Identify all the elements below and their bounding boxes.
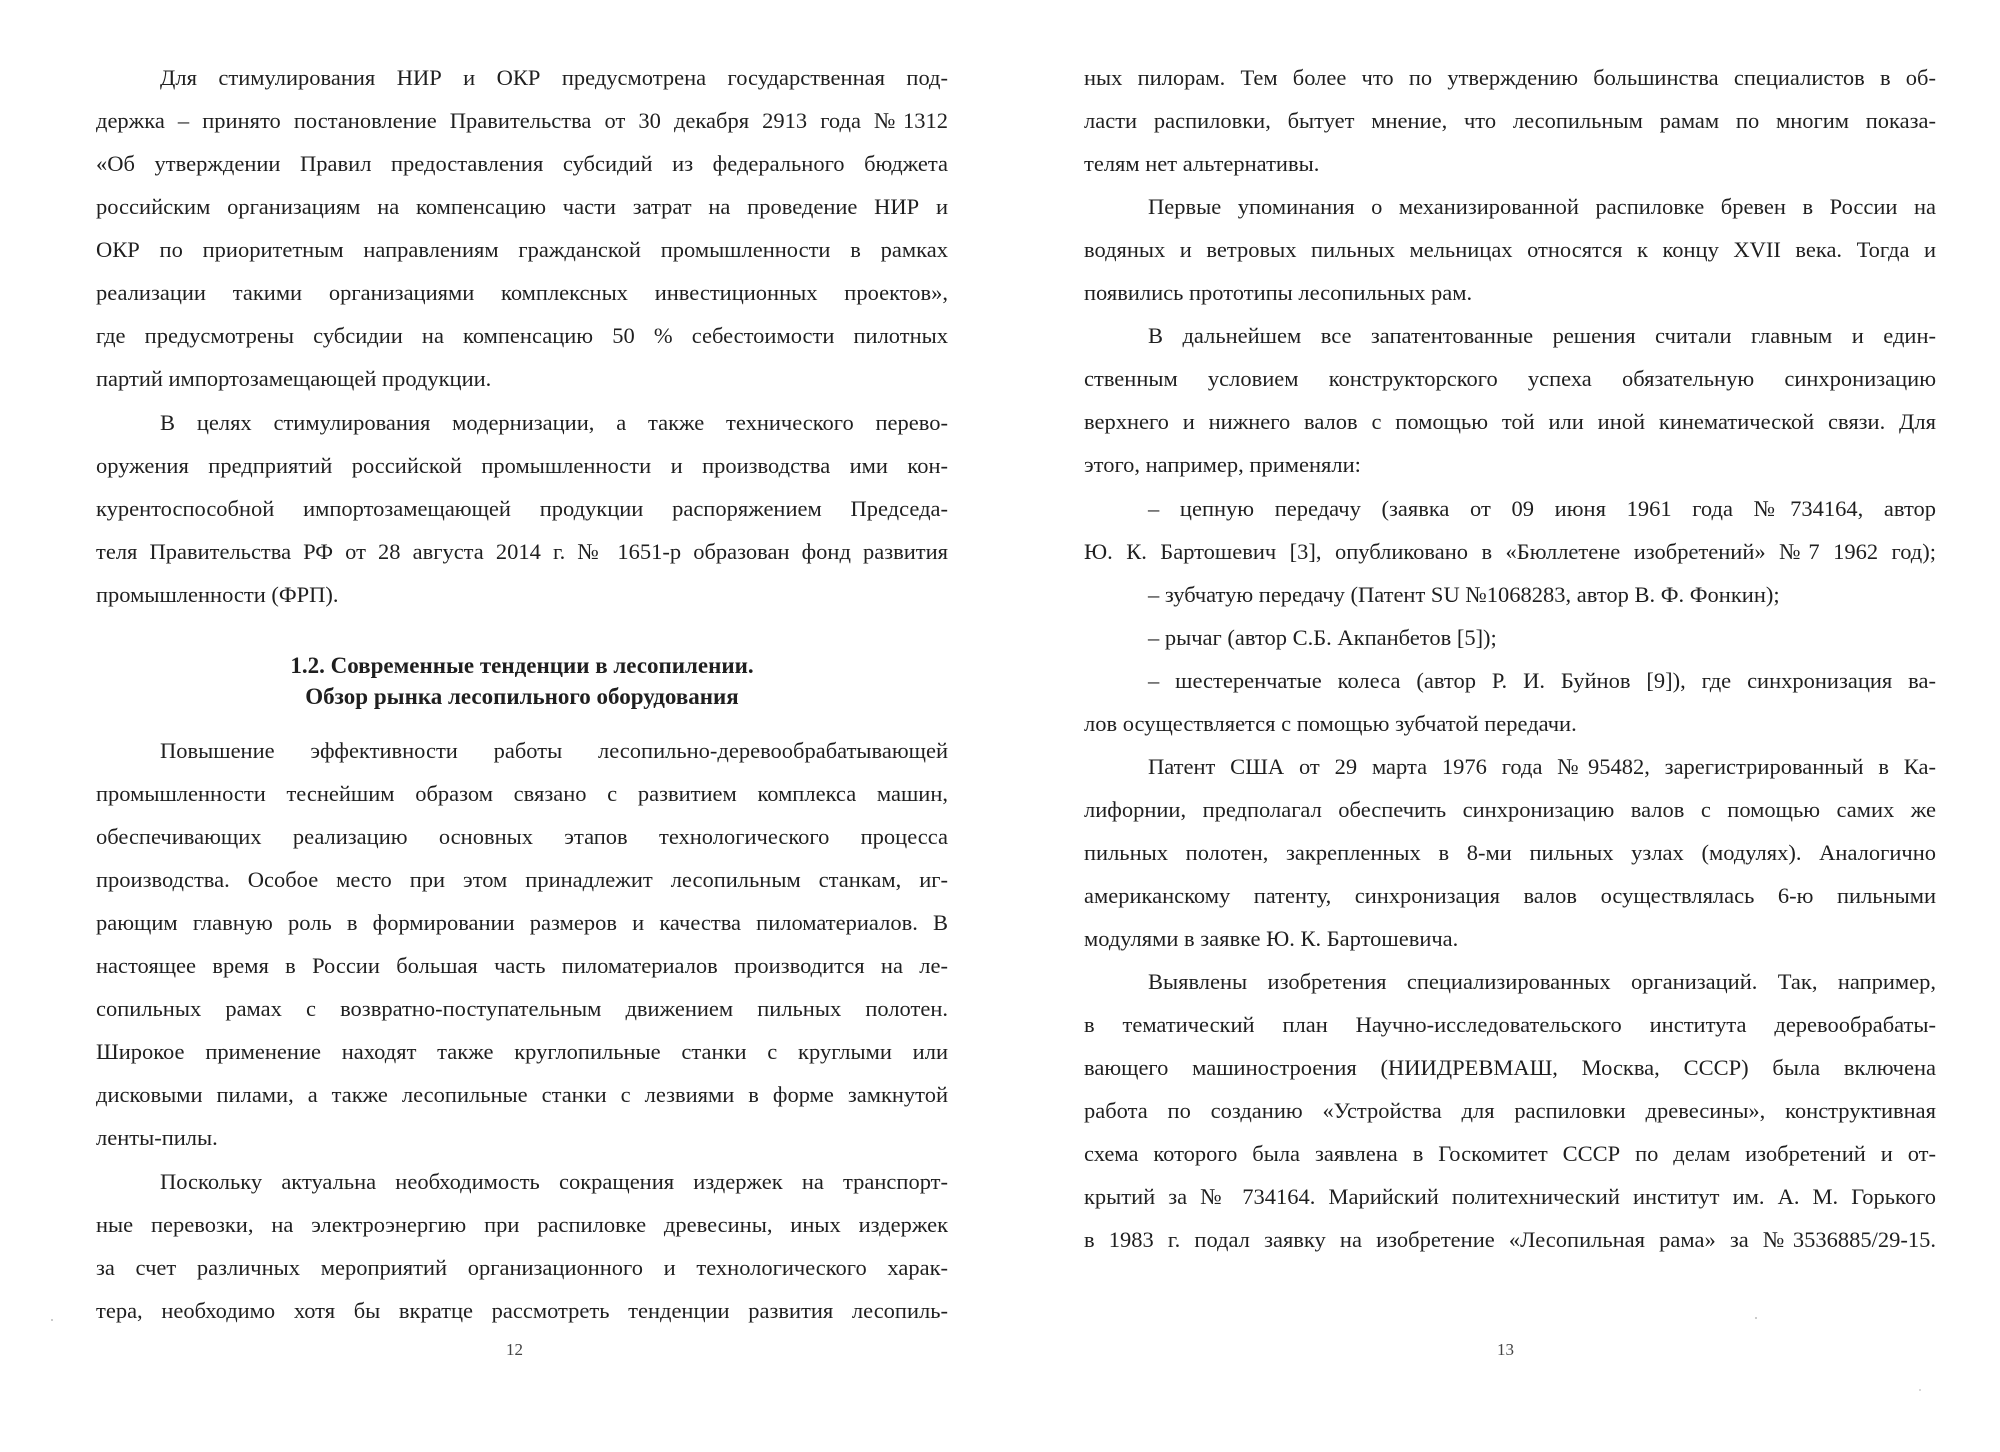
paragraph-line: вающего машиностроения (НИИДРЕВМАШ, Москва, СССР) была включена (1084, 1055, 1936, 1080)
paragraph-line: этого, например, применяли: (1084, 452, 1361, 477)
section-heading: Обзор рынка лесопильного оборудования (305, 684, 739, 709)
paragraph-line: крытий за № 734164. Марийский политехнический институт им. А. М. Горького (1084, 1184, 1936, 1209)
paragraph-line: партий импортозамещающей продукции. (96, 366, 492, 391)
paragraph-line: схема которого была заявлена в Госкомитет СССР по делам изобретений и от- (1084, 1141, 1936, 1166)
paragraph-line: промышленности (ФРП). (96, 582, 339, 607)
paragraph-line: «Об утверждении Правил предоставления субсидий из федерального бюджета (96, 151, 948, 176)
paragraph-line: сопильных рамах с возвратно-поступательным движением пильных полотен. (96, 996, 948, 1021)
paragraph-line: верхнего и нижнего валов с помощью той или иной кинематической связи. Для (1084, 409, 1936, 434)
paragraph-line: тера, необходимо хотя бы вкратце рассмотреть тенденции развития лесопиль- (96, 1298, 948, 1323)
list-item: лов осуществляется с помощью зубчатой передачи. (1084, 711, 1577, 736)
paragraph-line: рающим главную роль в формировании размеров и качества пиломатериалов. В (96, 910, 948, 935)
paragraph-line: оружения предприятий российской промышленности и производства ими кон- (96, 453, 948, 478)
page-number: 13 (1497, 1340, 1514, 1359)
paragraph-line: где предусмотрены субсидии на компенсацию 50 % себестоимости пилотных (96, 323, 948, 348)
list-item: – зубчатую передачу (Патент SU №1068283, автор В. Ф. Фонкин); (1148, 582, 1780, 607)
paragraph-line: курентоспособной импортозамещающей продукции распоряжением Председа- (96, 496, 948, 521)
paragraph-line: В целях стимулирования модернизации, а также технического перево- (160, 410, 948, 435)
paragraph-line: дисковыми пилами, а также лесопильные станки с лезвиями в форме замкнутой (96, 1082, 948, 1107)
paragraph-line: Для стимулирования НИР и ОКР предусмотрена государственная под- (160, 65, 948, 90)
paragraph-line: появились прототипы лесопильных рам. (1084, 280, 1473, 305)
paragraph-line: промышленности теснейшим образом связано с развитием комплекса машин, (96, 781, 948, 806)
paragraph-line: ные перевозки, на электроэнергию при распиловке древесины, иных издержек (96, 1212, 948, 1237)
paragraph-line: ласти распиловки, бытует мнение, что лесопильным рамам по многим показа- (1084, 108, 1936, 133)
paragraph-line: теля Правительства РФ от 28 августа 2014 г. № 1651-р образован фонд развития (96, 539, 948, 564)
paragraph-line: российским организациям на компенсацию части затрат на проведение НИР и (96, 194, 948, 219)
paragraph-line: настоящее время в России большая часть пиломатериалов производится на ле- (96, 953, 948, 978)
paragraph-line: Поскольку актуальна необходимость сокращения издержек на транспорт- (160, 1169, 948, 1194)
paragraph-line: модулями в заявке Ю. К. Бартошевича. (1084, 926, 1459, 951)
paragraph-line: ственным условием конструкторского успеха обязательную синхронизацию (1084, 366, 1936, 391)
paragraph-line: телям нет альтернативы. (1084, 151, 1320, 176)
paragraph-line: Повышение эффективности работы лесопильно-деревообрабатывающей (160, 738, 948, 763)
paragraph-line: Патент США от 29 марта 1976 года №95482, зарегистрированный в Ка- (1148, 754, 1936, 779)
paragraph-line: за счет различных мероприятий организационного и технологического харак- (96, 1255, 948, 1280)
paragraph-line: лифорнии, предполагал обеспечить синхронизацию валов с помощью самих же (1084, 797, 1936, 822)
paragraph-line: водяных и ветровых пильных мельницах относятся к концу XVII века. Тогда и (1084, 237, 1936, 262)
paragraph-line: работа по созданию «Устройства для распиловки древесины», конструктивная (1084, 1098, 1936, 1123)
paragraph-line: пильных полотен, закрепленных в 8-ми пильных узлах (модулях). Аналогично (1084, 840, 1936, 865)
page-number: 12 (506, 1340, 523, 1359)
paragraph-line: американскому патенту, синхронизация валов осуществлялась 6-ю пильными (1084, 883, 1936, 908)
paragraph-line: Выявлены изобретения специализированных организаций. Так, например, (1148, 969, 1936, 994)
paragraph-line: реализации такими организациями комплексных инвестиционных проектов», (96, 280, 948, 305)
paragraph-line: обеспечивающих реализацию основных этапов технологического процесса (96, 824, 948, 849)
paragraph-line: Первые упоминания о механизированной распиловке бревен в России на (1148, 194, 1936, 219)
list-item: – цепную передачу (заявка от 09 июня 1961 года №734164, автор (1148, 496, 1936, 521)
paragraph-line: в тематический план Научно-исследовательского института деревообрабаты- (1084, 1012, 1936, 1037)
paragraph-line: Широкое применение находят также круглопильные станки с круглыми или (96, 1039, 948, 1064)
paragraph-line: держка – принято постановление Правительства от 30 декабря 2913 года №1312 (96, 108, 948, 133)
paragraph-line: В дальнейшем все запатентованные решения считали главным и един- (1148, 323, 1936, 348)
paragraph-line: ОКР по приоритетным направлениям гражданской промышленности в рамках (96, 237, 948, 262)
paragraph-line: ных пилорам. Тем более что по утверждению большинства специалистов в об- (1084, 65, 1936, 90)
paragraph-line: производства. Особое место при этом принадлежит лесопильным станкам, иг- (96, 867, 948, 892)
paragraph-line: в 1983 г. подал заявку на изобретение «Лесопильная рама» за №3536885/29-15. (1084, 1227, 1936, 1252)
paragraph-line: ленты-пилы. (96, 1125, 218, 1150)
list-item: – рычаг (автор С.Б. Акпанбетов [5]); (1148, 625, 1497, 650)
section-heading: 1.2. Современные тенденции в лесопилении. (290, 653, 754, 678)
list-item: Ю. К. Бартошевич [3], опубликовано в «Бюллетене изобретений» №7 1962 год); (1084, 539, 1936, 564)
list-item: – шестеренчатые колеса (автор Р. И. Буйнов [9]), где синхронизация ва- (1148, 668, 1936, 693)
